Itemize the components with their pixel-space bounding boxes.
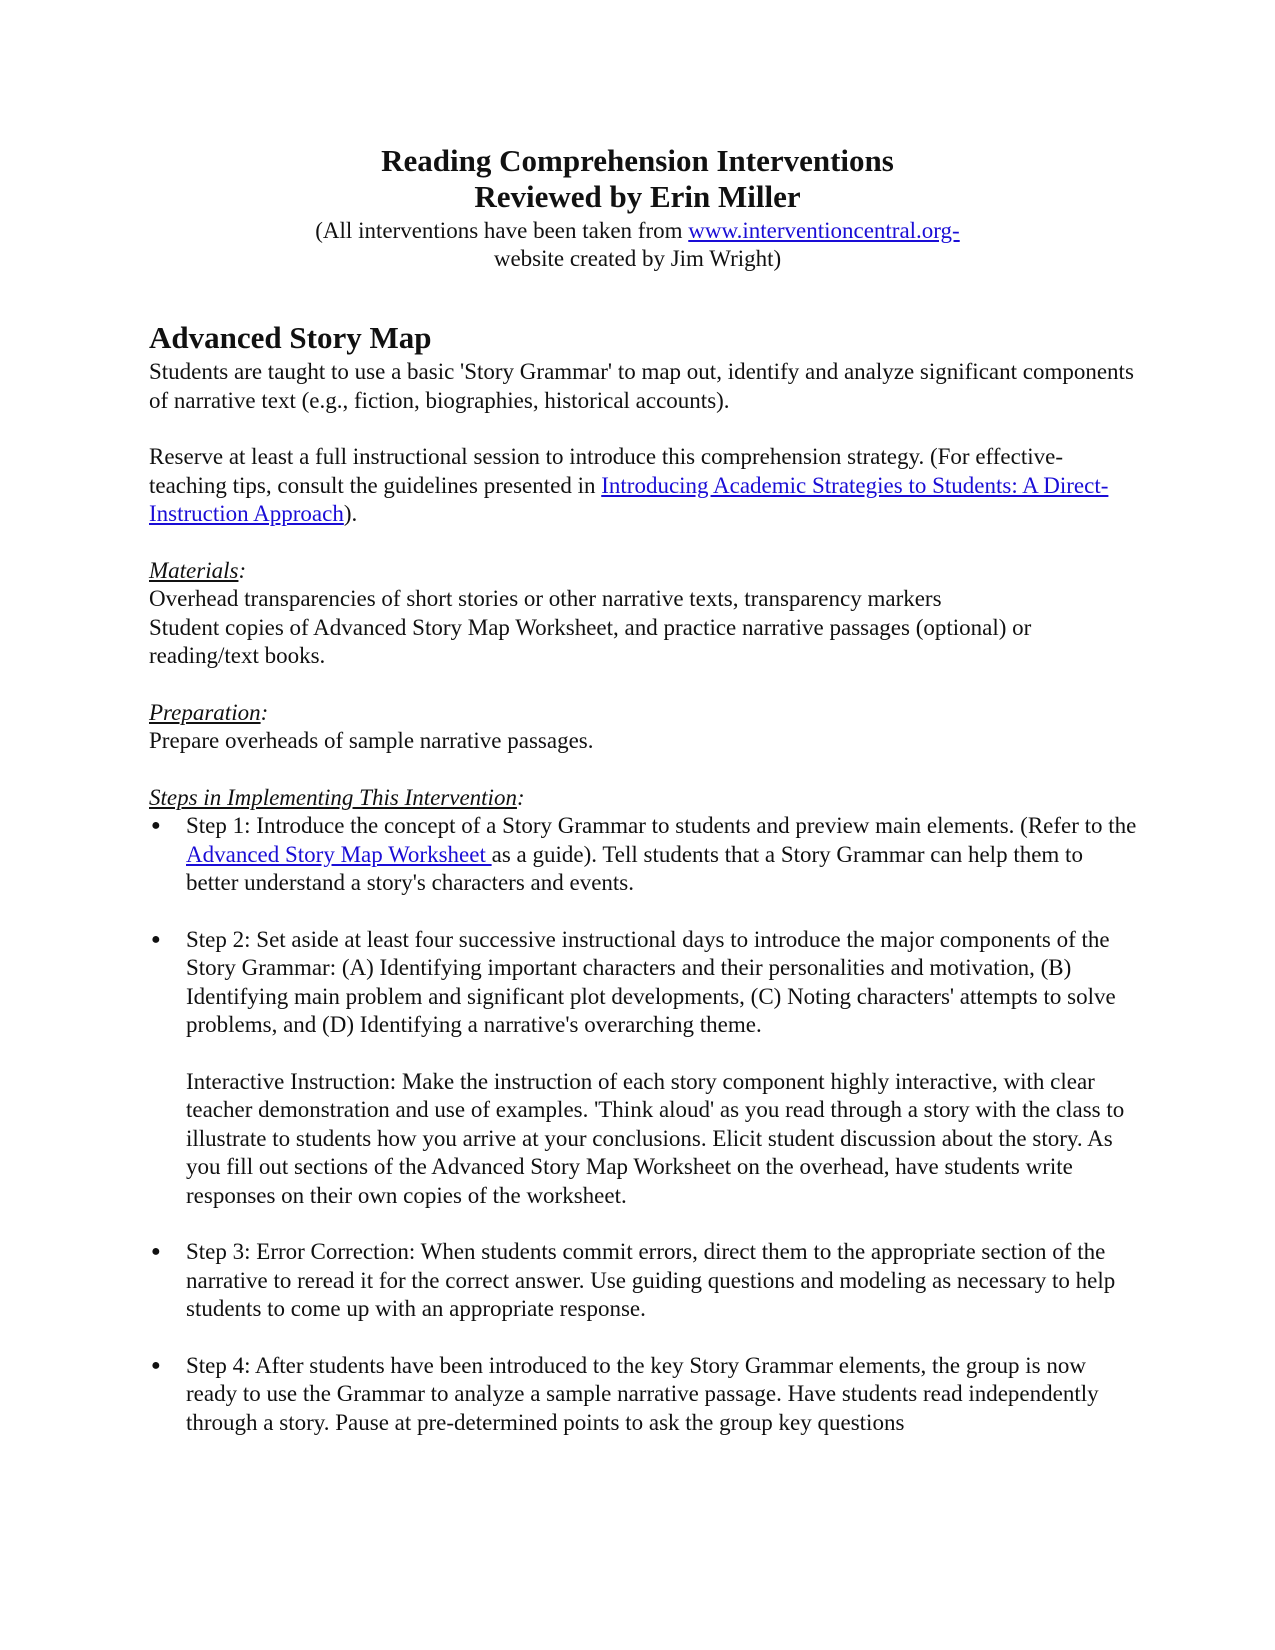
section-heading: Advanced Story Map: [149, 320, 432, 355]
bullet-icon: ●: [151, 1356, 161, 1374]
interactive-instruction: Interactive Instruction: Make the instruction of each story component highly interactive, with clear teacher demonstration and use of examples. 'Think aloud' as you read through a story with the class to illustrate to students how you arrive at your conclusions. Elicit student discussion about the story. As you fill out sections of the Advanced Story Map Worksheet on the overhead, have students write responses on their own copies of the worksheet.: [186, 1068, 1125, 1208]
title-block: [0, 143, 1275, 273]
source-prefix: (All interventions have been taken from: [315, 218, 689, 243]
bullet-icon: ●: [151, 930, 161, 948]
preparation-label: Preparation: [149, 699, 261, 725]
materials-line2: Student copies of Advanced Story Map Worksheet, and practice narrative passages (optional) or reading/text books.: [149, 614, 1032, 668]
step1-suffix: as a guide). Tell students that a Story Grammar can help them to better understand a story's characters and events.: [186, 841, 1083, 895]
source-line: [0, 217, 1275, 245]
interventioncentral-link[interactable]: www.interventioncentral.org-: [688, 218, 960, 243]
reserve-text: Reserve at least a full instructional session to introduce this comprehension strategy. (For effective-teaching tips, consult the guidelines presented in: [149, 444, 1063, 498]
worksheet-link[interactable]: Advanced Story Map Worksheet: [186, 841, 492, 867]
bullet-icon: ●: [151, 817, 161, 834]
step4-text: Step 4: After students have been introduced to the key Story Grammar elements, the group is now ready to use the Grammar to analyze a sample narrative passage. Have students read independently through a story. Pause at pre-determined points to ask the group key questions: [186, 1352, 1099, 1435]
materials-line1: Overhead transparencies of short stories or other narrative texts, transparency markers: [149, 586, 942, 611]
step3-text: Step 3: Error Correction: When students commit errors, direct them to the appropriate section of the narrative to reread it for the correct answer. Use guiding questions and modeling as necessary to help students to come up with an appropriate response.: [186, 1239, 1116, 1321]
step1-text: Step 1: Introduce the concept of a Story Grammar to students and preview main elements. (Refer to the: [186, 813, 1137, 838]
steps-list: [149, 812, 1139, 1437]
list-item-step-1: [149, 812, 1139, 898]
materials-label: Materials: [149, 557, 239, 583]
list-item-step-4: [149, 1352, 1139, 1438]
preparation-heading: Preparation:: [149, 699, 269, 725]
reserve-paragraph: [149, 443, 1139, 529]
reserve-suffix: ).: [343, 501, 358, 526]
step2-text: Step 2: Set aside at least four successive instructional days to introduce the major components of the Story Grammar: (A) Identifying important characters and their personalities and motivation, (B) Identifying main problem and significant plot developments, (C) Noting characters' attempts to solve problems, and (D) Identifying a narrative's overarching theme.: [186, 926, 1116, 1037]
reviewer-line: Reviewed by Erin Miller: [474, 179, 801, 214]
bullet-icon: ●: [151, 1243, 161, 1260]
direct-instruction-link[interactable]: Introducing Academic Strategies to Students: A Direct-Instruction Approach: [149, 472, 1109, 526]
document-title: Reading Comprehension Interventions: [381, 143, 894, 178]
source-credit: website created by Jim Wright): [493, 246, 782, 271]
list-item-step-3: [149, 1238, 1139, 1324]
materials-heading: Materials:: [149, 557, 247, 583]
preparation-text: Prepare overheads of sample narrative passages.: [149, 728, 594, 753]
list-item-step-2: [149, 926, 1139, 1040]
steps-label: Steps in Implementing This Intervention: [149, 784, 517, 810]
intro-paragraph: Students are taught to use a basic 'Story Grammar' to map out, identify and analyze significant components of narrative text (e.g., fiction, biographies, historical accounts).: [149, 359, 1134, 413]
main-content: [149, 320, 1139, 1437]
steps-heading: Steps in Implementing This Intervention:: [149, 784, 525, 810]
